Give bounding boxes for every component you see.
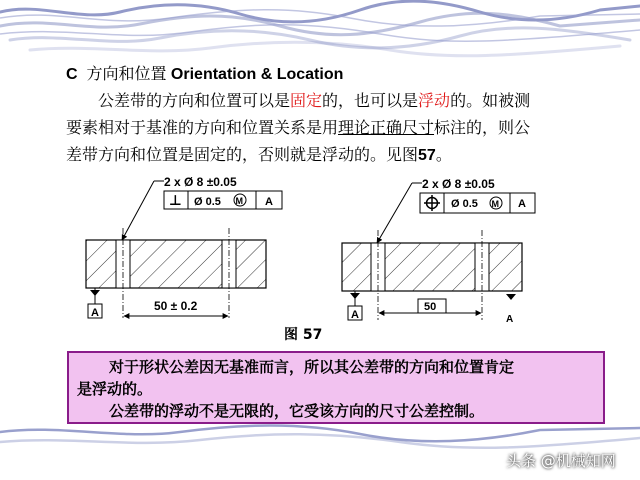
wave-decoration-bottom <box>0 420 640 450</box>
right-datum-reference: A <box>518 198 526 210</box>
note-line-2: 是浮动的。 <box>77 380 153 398</box>
body-paragraph <box>66 87 606 169</box>
left-tolerance-value: Ø 0.5 <box>194 196 221 208</box>
paragraph-line-3: 差带方向和位置是固定的，否则就是浮动的。见图57。 <box>66 145 452 164</box>
highlight-fixed: 固定 <box>290 91 323 110</box>
left-drawing <box>86 175 282 319</box>
highlight-floating: 浮动 <box>418 91 451 110</box>
figure-57-drawing <box>60 168 580 343</box>
left-feature-control-frame <box>164 191 282 209</box>
underlined-term: 理论正确尺寸 <box>338 118 435 137</box>
right-mmc-modifier: M <box>491 199 499 209</box>
right-hole-count-label: 2 x Ø 8 ±0.05 <box>422 177 495 191</box>
right-basic-dimension: 50 <box>424 301 437 313</box>
right-datum-label-2: A <box>506 314 514 325</box>
section-heading: C 方向和位置 Orientation & Location <box>66 64 344 83</box>
left-datum-label: A <box>91 307 99 319</box>
figure-number-ref: 57 <box>418 147 436 164</box>
right-tolerance-value: Ø 0.5 <box>451 198 478 210</box>
note-line-3: 公差带的浮动不是无限的，它受该方向的尺寸公差控制。 <box>109 402 485 420</box>
figure-caption: 图 57 <box>284 327 323 343</box>
left-dimension: 50 ± 0.2 <box>154 299 198 313</box>
note-line-1: 对于形状公差因无基准而言，所以其公差带的方向和位置肯定 <box>109 358 515 376</box>
left-datum-reference: A <box>265 196 273 208</box>
wave-decoration-top <box>0 0 640 58</box>
right-drawing <box>342 177 535 325</box>
right-feature-control-frame <box>420 193 535 213</box>
mmc-modifier: M <box>235 196 243 206</box>
perpendicularity-icon: ⊥ <box>169 192 182 208</box>
paragraph-line-2: 要素相对于基准的方向和位置关系是用理论正确尺寸标注的，则公 <box>66 118 531 137</box>
note-box <box>67 351 605 424</box>
right-datum-label: A <box>351 309 359 321</box>
left-hole-count-label: 2 x Ø 8 ±0.05 <box>164 175 237 189</box>
watermark: 头条 @机械知网 <box>506 452 616 470</box>
paragraph-line-1: 公差带的方向和位置可以是固定的，也可以是浮动的。如被测 <box>98 91 531 110</box>
